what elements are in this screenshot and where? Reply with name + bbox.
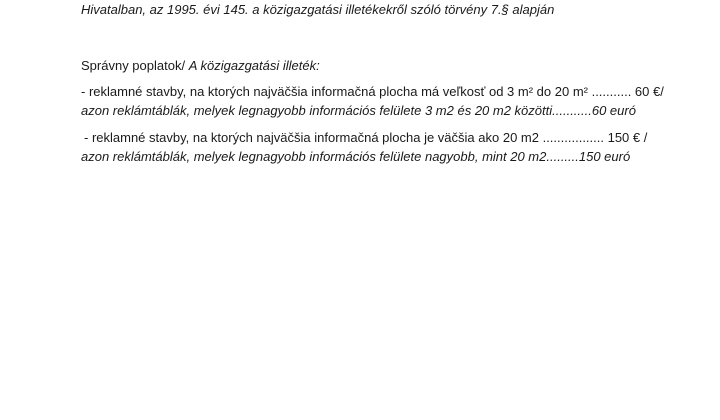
fee-item-2-hu: azon reklámtáblák, melyek legnagyobb információs felülete nagyobb, mint 20 m2.........150 euró bbox=[81, 149, 631, 164]
document-header: Hivatalban, az 1995. évi 145. a közigazgatási illetékekről szóló törvény 7.§ alapján bbox=[81, 2, 555, 17]
fee-item-1-hu: azon reklámtáblák, melyek legnagyobb információs felülete 3 m2 és 20 m2 közötti...........60 euró bbox=[81, 103, 636, 118]
fee-heading-hu: A közigazgatási illeték: bbox=[188, 58, 320, 73]
fee-heading bbox=[81, 57, 320, 74]
fee-item-2-sk: - reklamné stavby, na ktorých najväčšia informačná plocha je väčšia ako 20 m2 ................. 150 € / bbox=[84, 130, 648, 145]
fee-item-1-sk: - reklamné stavby, na ktorých najväčšia informačná plocha má veľkosť od 3 m² do 20 m² ........... 60 €/ bbox=[81, 84, 664, 99]
fee-heading-sk: Správny poplatok/ bbox=[81, 58, 189, 73]
